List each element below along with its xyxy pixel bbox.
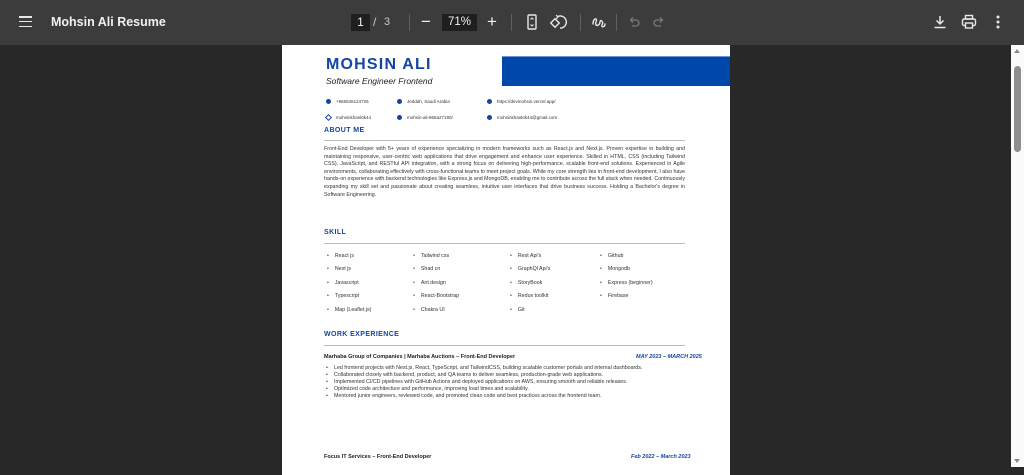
job-title: Focus IT Services – Front-End Developer <box>324 454 432 460</box>
vertical-scrollbar[interactable] <box>1011 45 1024 467</box>
job-title: Marhaba Group of Companies | Marhaba Auctions – Front-End Developer <box>324 354 516 360</box>
skill-item: • Rest Api's <box>510 253 541 259</box>
skill-item: • Redux toolkit <box>510 293 548 299</box>
redo-icon <box>649 12 669 32</box>
more-options-button[interactable] <box>988 12 1008 32</box>
skill-item: • Express (beginner) <box>600 280 653 286</box>
print-button[interactable] <box>959 12 979 32</box>
contact-github[interactable]: mohsinkhanktk44 <box>326 115 371 120</box>
section-divider <box>324 243 685 244</box>
skill-item: • Chakra UI <box>413 307 445 313</box>
phone-icon <box>326 99 331 104</box>
hamburger-menu-icon[interactable] <box>19 16 32 28</box>
email-icon <box>487 115 492 120</box>
skill-item: • React js <box>327 253 354 259</box>
page-separator: / <box>373 15 377 29</box>
toolbar-divider <box>511 14 512 31</box>
resume-role: Software Engineer Frontend <box>326 76 433 86</box>
skill-item: • Shad cn <box>413 266 440 272</box>
scrollbar-thumb[interactable] <box>1014 66 1021 152</box>
job-bullet: • Optimized code architecture and performance, improving load times and scalability. <box>324 386 685 393</box>
contact-linkedin[interactable]: mohsin-ali-865a27190/ <box>397 115 453 120</box>
zoom-out-button[interactable]: − <box>421 12 431 31</box>
job-bullet: • Led frontend projects with Next.js, React, TypeScript, and TailwindCSS, building scalable customer portals and internal dashboards. <box>324 365 685 372</box>
zoom-level-input[interactable]: 71% <box>442 14 477 31</box>
more-vertical-icon <box>988 12 1008 32</box>
skill-item: • Map (Leaflet.js) <box>327 307 371 313</box>
toolbar-divider <box>616 14 617 31</box>
document-title: Mohsin Ali Resume <box>51 15 166 29</box>
section-divider <box>324 345 685 346</box>
undo-icon <box>624 12 644 32</box>
about-section-title: ABOUT ME <box>324 127 365 134</box>
fit-to-page-icon <box>522 12 542 32</box>
contact-email[interactable]: mohsinkhanktk44@gmail.com <box>487 115 557 120</box>
total-pages: 3 <box>384 16 391 28</box>
about-text: Front-End Developer with 5+ years of experience specializing in modern frameworks such as React.js and Next.js. Proven expertise in building and maintaining responsive, user-centric web applications that drive engagement and enhance user experience. Skilled in HTML, CSS (including Tailwind CSS), JavaScript, and RESTful API integration, with a strong focus on delivering high-performance, scalable front-end solutions. Experienced in Agile environments, collaborating effectively with cross-functional teams to meet project goals. While my core strength lies in front-end development, I also have hands-on experience with backend technologies like Express.js and MongoDB, enabling me to contribute across the full stack when needed. Continuously expanding my skill set and passionate about creating seamless, intuitive user interfaces that drive business success. Holding a Bachelor's degree in Software Engineering. <box>324 146 685 198</box>
globe-icon <box>487 99 492 104</box>
pdf-viewer-area[interactable] <box>0 45 1011 467</box>
skill-item: • React-Bootstrap <box>413 293 459 299</box>
annotate-button[interactable] <box>589 12 609 32</box>
scroll-down-arrow-icon[interactable] <box>1014 459 1020 463</box>
skill-item: • Typescript <box>327 293 359 299</box>
github-icon <box>325 114 332 121</box>
pdf-toolbar <box>0 0 1024 45</box>
skill-section-title: SKILL <box>324 229 347 236</box>
contact-website[interactable]: https://devmohsin.vercel.app/ <box>487 99 556 104</box>
toolbar-divider <box>409 14 410 31</box>
rotate-counterclockwise-icon <box>548 12 568 32</box>
skill-item: • GraphQl Api's <box>510 266 550 272</box>
skill-item: • Mongodb <box>600 266 630 272</box>
skill-item: • Github <box>600 253 623 259</box>
job-bullet: • Implemented CI/CD pipelines with GitHub Actions and deployed applications on AWS, ensuring smooth and reliable releases. <box>324 379 685 386</box>
rotate-button[interactable] <box>548 12 568 32</box>
toolbar-divider <box>580 14 581 31</box>
job-date: MAY 2023 – MARCH 2025 <box>636 354 702 360</box>
download-button[interactable] <box>930 12 950 32</box>
header-banner <box>502 56 730 86</box>
contact-phone: +966545124726 <box>326 99 369 104</box>
job-bullet: • Mentored junior engineers, reviewed code, and promoted clean code and best practices across the frontend team. <box>324 393 685 400</box>
job-date: Feb 2022 – March 2023 <box>631 454 691 460</box>
pdf-page <box>282 45 730 475</box>
redo-button[interactable] <box>649 12 669 32</box>
current-page-input[interactable]: 1 <box>351 14 370 31</box>
contact-location: Jeddah, Saudi Arabia <box>397 99 450 104</box>
skill-item: • Ant design <box>413 280 446 286</box>
undo-button[interactable] <box>624 12 644 32</box>
job-bullet: • Collaborated closely with backend, product, and QA teams to deliver seamless, production-grade web applications. <box>324 372 685 379</box>
zoom-in-button[interactable]: + <box>487 12 497 31</box>
skill-item: • Javascript <box>327 280 359 286</box>
resume-name: MOHSIN ALI <box>326 56 432 73</box>
work-section-title: WORK EXPERIENCE <box>324 331 400 338</box>
skill-item: • Firebase <box>600 293 628 299</box>
section-divider <box>324 140 685 141</box>
skill-item: • StoryBook <box>510 280 542 286</box>
linkedin-icon <box>397 115 402 120</box>
print-icon <box>959 12 979 32</box>
skill-item: • Tailwind css <box>413 253 449 259</box>
fit-to-page-button[interactable] <box>522 12 542 32</box>
skill-item: • Git <box>510 307 525 313</box>
skill-item: • Next js <box>327 266 351 272</box>
scroll-up-arrow-icon[interactable] <box>1014 49 1020 53</box>
download-icon <box>930 12 950 32</box>
location-icon <box>397 99 402 104</box>
draw-annotation-icon <box>589 12 609 32</box>
job-bullets <box>324 365 685 400</box>
